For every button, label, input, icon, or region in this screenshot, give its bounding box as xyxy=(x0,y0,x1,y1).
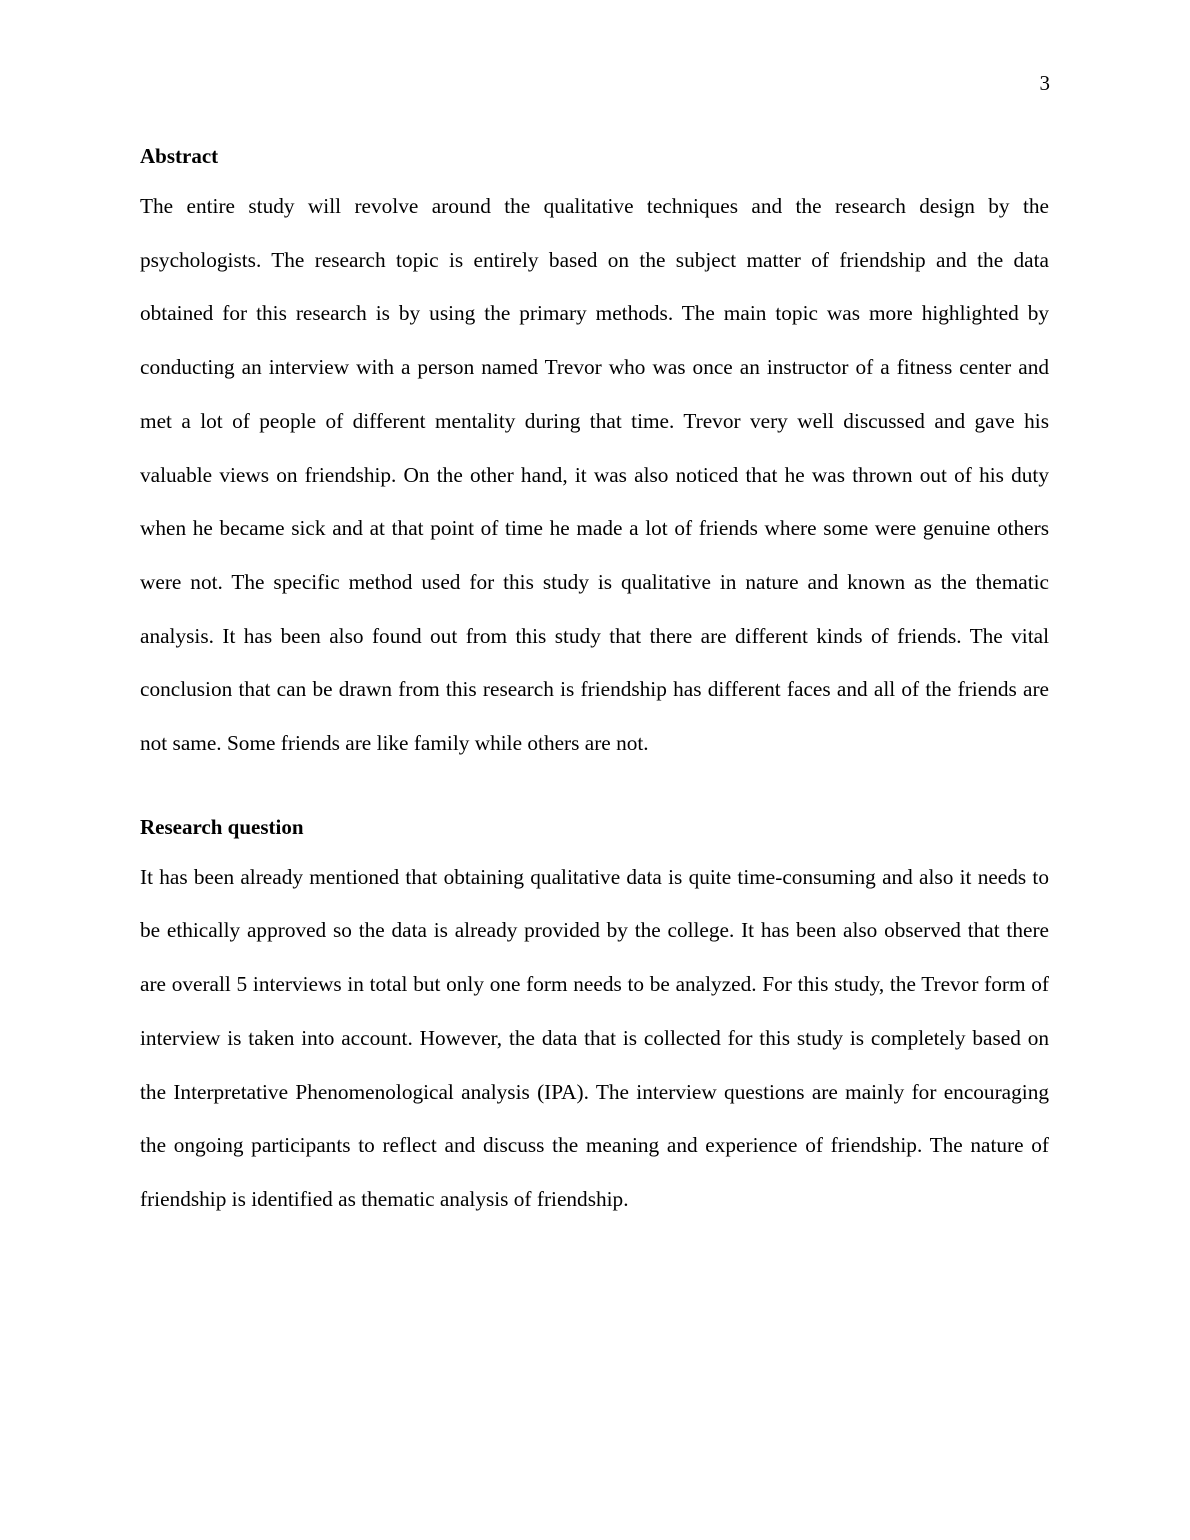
abstract-section xyxy=(140,140,1049,771)
research-question-paragraph: It has been already mentioned that obtaining qualitative data is quite time-consuming and also it needs to be ethically approved so the data is already provided by the college. It has been also observed that there are overall 5 interviews in total but only one form needs to be analyzed. For this study, the Trevor form of interview is taken into account. However, the data that is collected for this study is completely based on the Interpretative Phenomenological analysis (IPA). The interview questions are mainly for encouraging the ongoing participants to reflect and discuss the meaning and experience of friendship. The nature of friendship is identified as thematic analysis of friendship. xyxy=(140,864,1049,1211)
page-number: 3 xyxy=(1039,71,1050,95)
abstract-heading: Abstract xyxy=(140,144,219,168)
abstract-paragraph: The entire study will revolve around the qualitative techniques and the research design by the psychologists. The research topic is entirely based on the subject matter of friendship and the data obtained for this research is by using the primary methods. The main topic was more highlighted by conducting an interview with a person named Trevor who was once an instructor of a fitness center and met a lot of people of different mentality during that time. Trevor very well discussed and gave his valuable views on friendship. On the other hand, it was also noticed that he was thrown out of his duty when he became sick and at that point of time he made a lot of friends where some were genuine others were not. The specific method used for this study is qualitative in nature and known as the thematic analysis. It has been also found out from this study that there are different kinds of friends. The vital conclusion that can be drawn from this research is friendship has different faces and all of the friends are not same. Some friends are like family while others are not. xyxy=(140,194,1049,756)
section-spacer xyxy=(140,771,1049,811)
research-question-section xyxy=(140,811,1049,1227)
research-question-heading: Research question xyxy=(140,814,304,839)
page-content xyxy=(140,140,1049,1227)
